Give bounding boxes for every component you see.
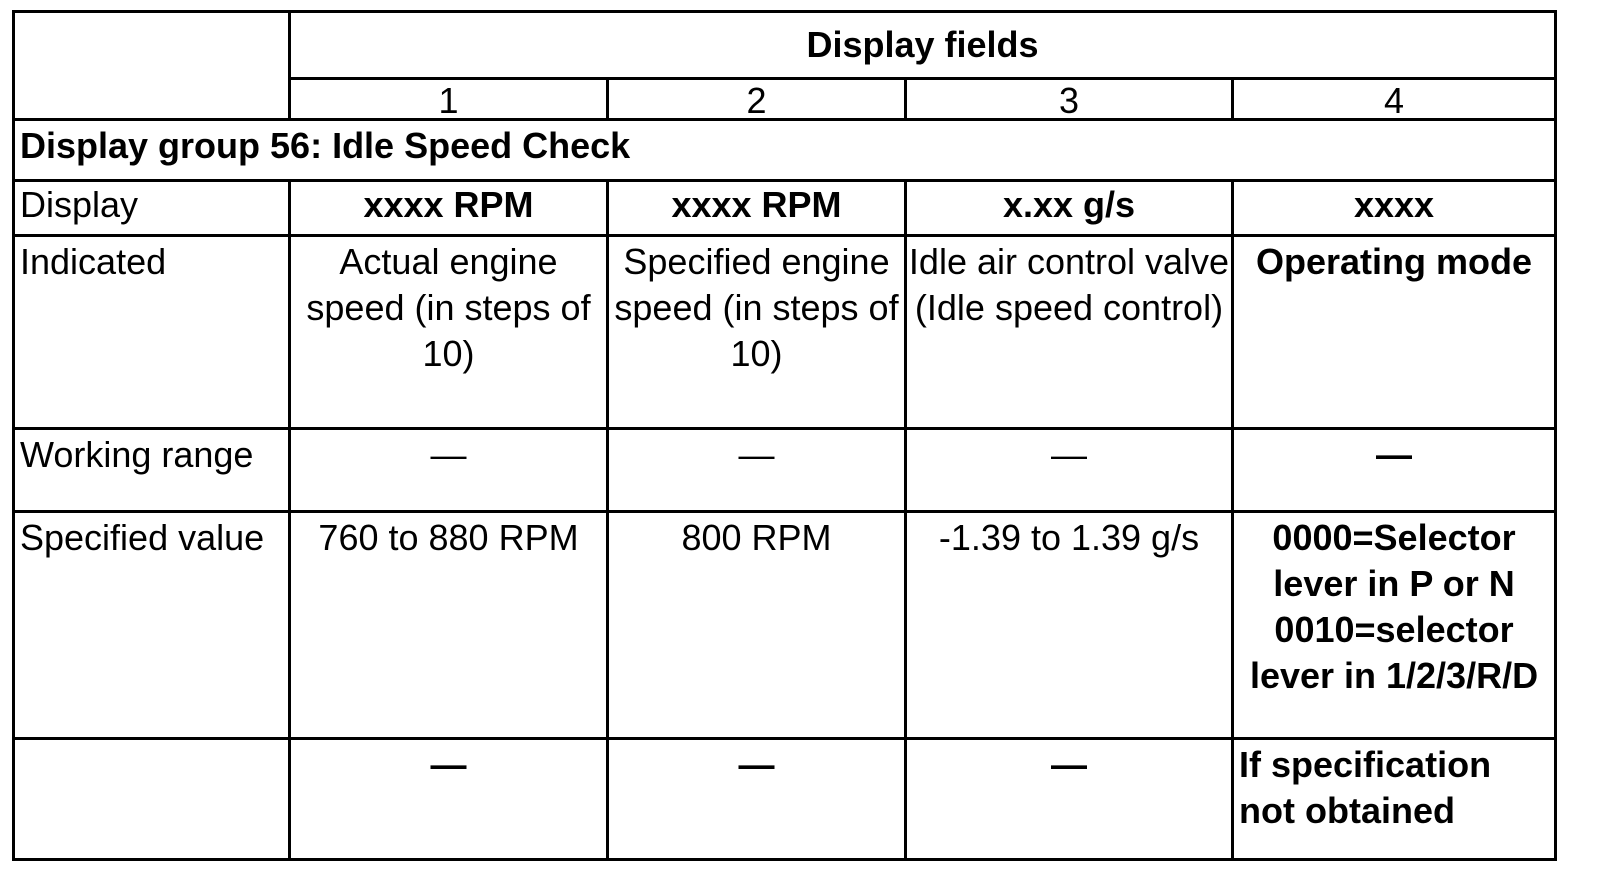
specified-value-3: -1.39 to 1.39 g/s (906, 512, 1233, 739)
field-number-1: 1 (290, 79, 608, 120)
display-group-table (12, 10, 1557, 861)
indicated-value-4: Operating mode (1233, 236, 1556, 429)
display-fields-heading: Display fields (290, 12, 1556, 79)
table-row (14, 512, 1556, 739)
display-group-title: Display group 56: Idle Speed Check (14, 120, 1556, 181)
display-value-2: xxxx RPM (608, 181, 906, 236)
working-range-value-1: — (290, 429, 608, 512)
field-number-2: 2 (608, 79, 906, 120)
field-number-3: 3 (906, 79, 1233, 120)
display-value-1: xxxx RPM (290, 181, 608, 236)
specified-value-1: 760 to 880 RPM (290, 512, 608, 739)
specified-value-4: 0000=Selector lever in P or N 0010=selector lever in 1/2/3/R/D (1233, 512, 1556, 739)
working-range-value-2: — (608, 429, 906, 512)
display-value-4: xxxx (1233, 181, 1556, 236)
last-row-value-3: — (906, 739, 1233, 860)
specified-value-2: 800 RPM (608, 512, 906, 739)
table-row (14, 739, 1556, 860)
field-number-4: 4 (1233, 79, 1556, 120)
header-corner-cell (14, 12, 290, 120)
last-row-value-1: — (290, 739, 608, 860)
indicated-value-2: Specified engine speed (in steps of 10) (608, 236, 906, 429)
row-label-specified-value: Specified value (14, 512, 290, 739)
row-label-working-range: Working range (14, 429, 290, 512)
table-row (14, 429, 1556, 512)
indicated-value-3: Idle air control valve (Idle speed control) (906, 236, 1233, 429)
table-row (14, 236, 1556, 429)
working-range-value-3: — (906, 429, 1233, 512)
last-row-value-2: — (608, 739, 906, 860)
row-label-blank (14, 739, 290, 860)
row-label-display: Display (14, 181, 290, 236)
indicated-value-1: Actual engine speed (in steps of 10) (290, 236, 608, 429)
table-row (14, 181, 1556, 236)
row-label-indicated: Indicated (14, 236, 290, 429)
display-value-3: x.xx g/s (906, 181, 1233, 236)
last-row-value-4: If specification not obtained (1233, 739, 1556, 860)
working-range-value-4: — (1233, 429, 1556, 512)
